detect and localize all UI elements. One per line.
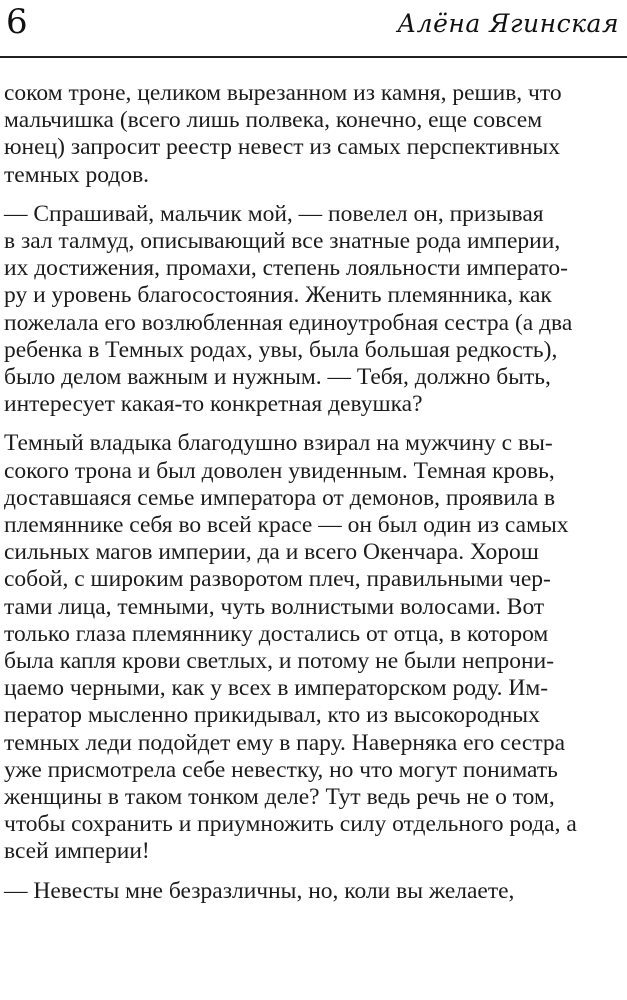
text-line: было делом важным и нужным. — Тебя, должно быть, bbox=[4, 364, 551, 391]
text-line: только глаза племяннику достались от отца, в котором bbox=[4, 620, 549, 647]
header-rule bbox=[0, 56, 627, 58]
text-line: в зал талмуд, описывающий все знатные рода империи, bbox=[4, 228, 561, 255]
text-line: чтобы сохранить и приумножить силу отдельного рода, а bbox=[4, 811, 577, 838]
page-header bbox=[0, 0, 627, 62]
text-line: их достижения, промахи, степень лояльности императо- bbox=[4, 255, 568, 282]
text-line: доставшаяся семье императора от демонов, проявила в bbox=[4, 484, 556, 511]
text-line: — Невесты мне безразличны, но, коли вы желаете, bbox=[4, 877, 515, 904]
text-line: племяннике себя во всей красе — он был один из самых bbox=[4, 512, 569, 539]
text-line: всей империи! bbox=[4, 838, 150, 865]
text-line: была капля крови светлых, и потому не были непрони- bbox=[4, 648, 555, 675]
text-line: тами лица, темными, чуть волнистыми волосами. Вот bbox=[4, 593, 545, 620]
text-line: женщины в таком тонком деле? Тут ведь речь не о том, bbox=[4, 784, 555, 811]
text-line: собой, с широким разворотом плеч, правильными чер- bbox=[4, 566, 551, 593]
text-line: сокого трона и был доволен увиденным. Темная кровь, bbox=[4, 457, 555, 484]
paragraph bbox=[4, 80, 625, 189]
text-line: уже присмотрела себе невестку, но что могут понимать bbox=[4, 756, 558, 783]
text-line: темных леди подойдет ему в пару. Наверняка его сестра bbox=[4, 729, 566, 756]
paragraph bbox=[4, 878, 625, 905]
text-line: соком троне, целиком вырезанном из камня, решив, что bbox=[4, 80, 562, 106]
paragraph bbox=[4, 201, 625, 419]
text-line: сильных магов империи, да и всего Окенчара. Хорош bbox=[4, 539, 539, 566]
text-line: ру и уровень благосостояния. Женить племянника, как bbox=[4, 282, 552, 309]
text-line: пожелала его возлюбленная единоутробная сестра (а два bbox=[4, 309, 573, 336]
text-line: — Спрашивай, мальчик мой, — повелел он, призывая bbox=[4, 200, 544, 227]
page-number: 6 bbox=[6, 2, 28, 42]
text-line: Темный владыка благодушно взирал на мужчину с вы- bbox=[4, 430, 553, 457]
text-line: мальчишка (всего лишь полвека, конечно, еще совсем bbox=[4, 107, 543, 134]
text-line: интересует какая-то конкретная девушка? bbox=[4, 391, 423, 418]
text-line: ператор мысленно прикидывал, кто из высокородных bbox=[4, 702, 540, 729]
text-line: юнец) запросит реестр невест из самых перспективных bbox=[4, 134, 560, 161]
running-head-author: Алёна Ягинская bbox=[397, 9, 619, 38]
text-line: темных родов. bbox=[4, 161, 150, 188]
text-line: ребенка в Темных родах, увы, была большая редкость), bbox=[4, 336, 558, 363]
body-text bbox=[4, 80, 625, 917]
paragraph bbox=[4, 430, 625, 865]
text-line: цаемо черными, как у всех в императорском роду. Им- bbox=[4, 675, 549, 702]
